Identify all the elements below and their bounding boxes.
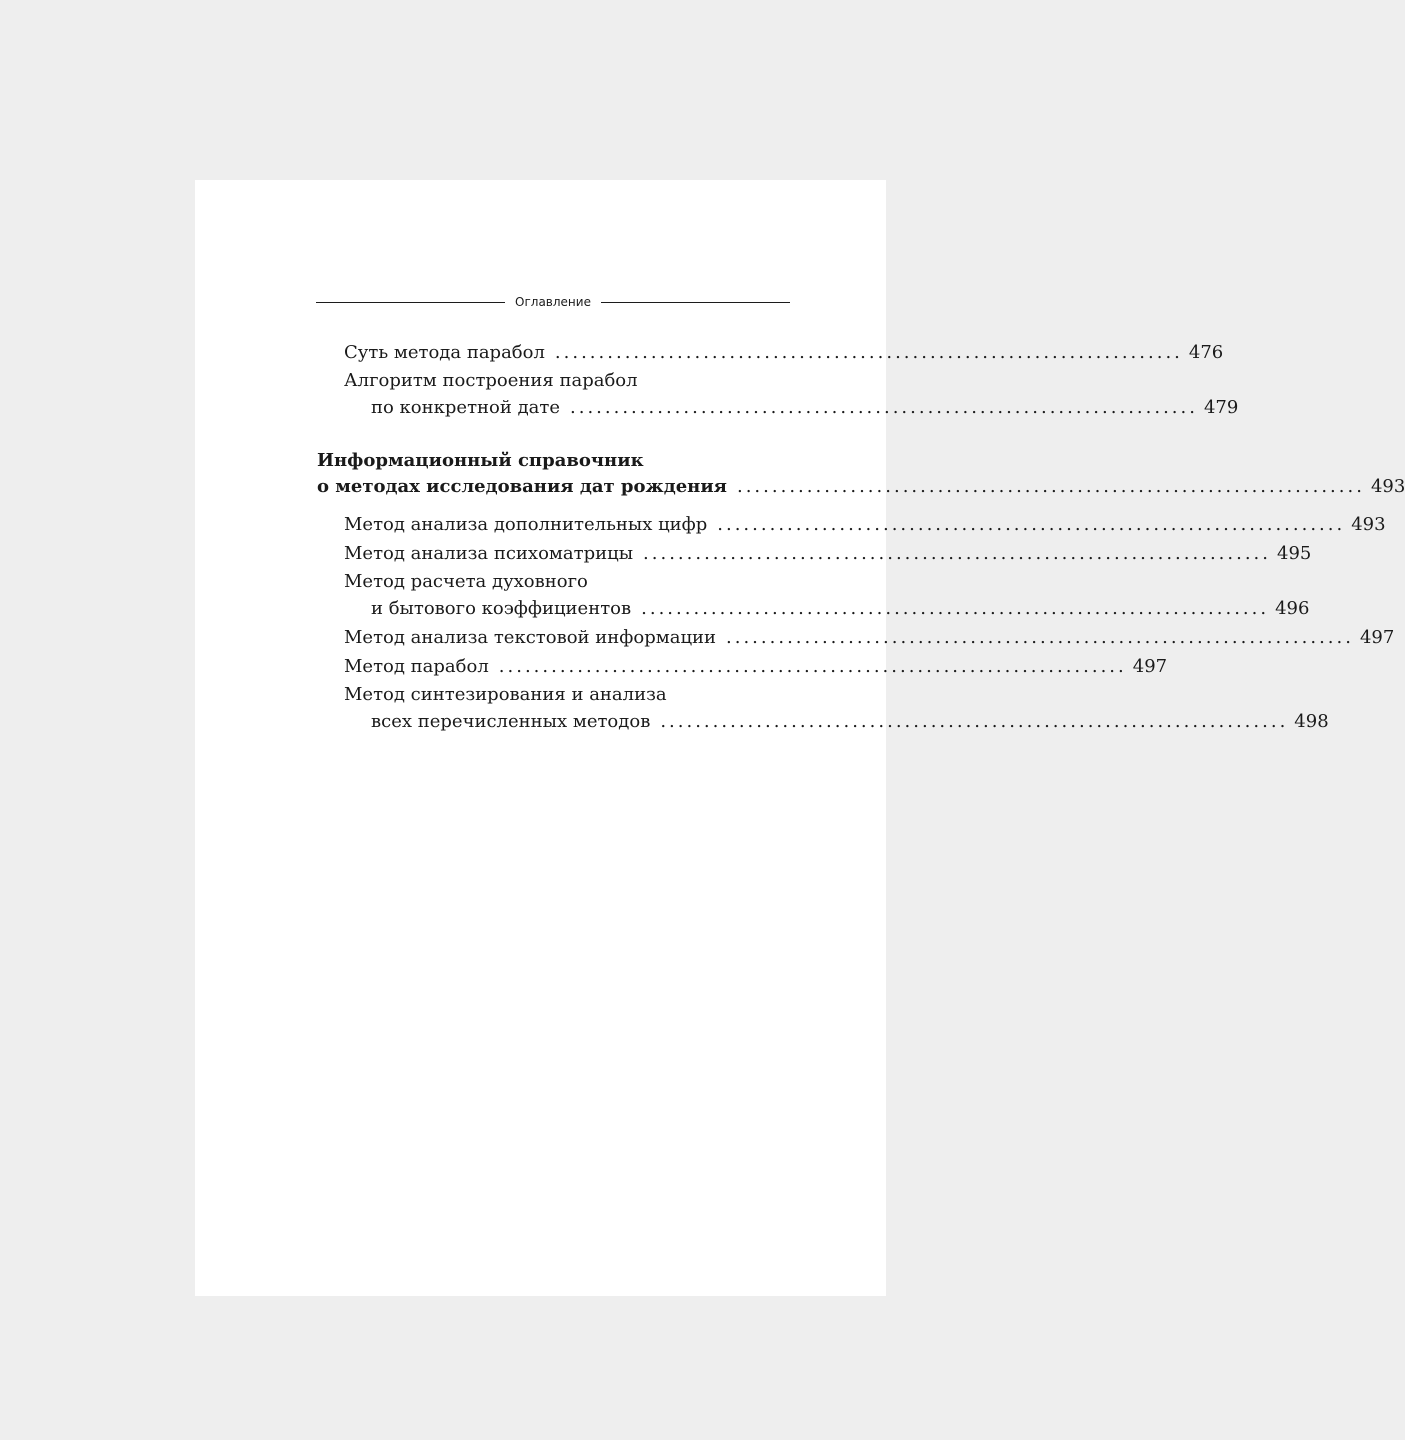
toc-dot-leader: ........................................................................ — [643, 543, 1271, 564]
toc-entry-title: Суть метода парабол — [344, 342, 545, 363]
toc-dot-leader: ........................................................................ — [736, 476, 1365, 497]
toc-section-entry[interactable] — [317, 475, 1405, 499]
toc-entry[interactable] — [344, 513, 1386, 537]
toc-page-number: 479 — [1203, 397, 1239, 418]
toc-entry-title: и бытового коэффициентов — [371, 598, 632, 619]
toc-entry-title: Метод анализа психоматрицы — [344, 543, 634, 564]
toc-dot-leader: ........................................................................ — [641, 598, 1270, 619]
toc-entry[interactable] — [371, 710, 1329, 734]
toc-entry[interactable] — [344, 655, 1168, 679]
toc-entry-title-line[interactable]: Метод расчета духовного — [344, 571, 588, 592]
toc-page-number: 497 — [1132, 656, 1168, 677]
toc-entry-title: Метод парабол — [344, 656, 489, 677]
toc-entry-title: Метод анализа текстовой информации — [344, 627, 717, 648]
toc-page-number: 493 — [1351, 514, 1386, 535]
toc-entry[interactable] — [344, 626, 1395, 650]
toc-page-number: 493 — [1370, 476, 1405, 497]
toc-entry[interactable] — [344, 542, 1312, 566]
toc-entry-title-line[interactable]: Метод синтезирования и анализа — [344, 684, 667, 705]
toc-page-number: 498 — [1294, 711, 1329, 732]
table-of-contents — [195, 180, 1405, 1296]
toc-dot-leader: ........................................................................ — [498, 656, 1127, 677]
toc-page-number: 496 — [1275, 598, 1310, 619]
toc-section-title-line[interactable]: Информационный справочник — [317, 450, 644, 471]
toc-dot-leader: ........................................................................ — [717, 514, 1346, 535]
header-title: Оглавление — [515, 295, 591, 309]
toc-entry-title: Метод анализа дополнительных цифр — [344, 514, 708, 535]
toc-dot-leader: ........................................................................ — [660, 711, 1289, 732]
toc-dot-leader: ........................................................................ — [726, 627, 1354, 648]
toc-entry-title: по конкретной дате — [371, 397, 560, 418]
toc-entry[interactable] — [371, 396, 1239, 420]
toc-entry-title: всех перечисленных методов — [371, 711, 651, 732]
toc-dot-leader: ........................................................................ — [570, 397, 1198, 418]
toc-entry[interactable] — [371, 597, 1310, 621]
toc-dot-leader: ........................................................................ — [554, 342, 1183, 363]
toc-page-number: 476 — [1188, 342, 1224, 363]
book-page — [195, 180, 1405, 1296]
toc-page-number: 497 — [1359, 627, 1395, 648]
toc-section-title: о методах исследования дат рождения — [317, 476, 727, 497]
toc-entry-title-line[interactable]: Алгоритм построения парабол — [344, 370, 638, 391]
toc-entry[interactable] — [344, 341, 1224, 365]
toc-page-number: 495 — [1277, 543, 1312, 564]
